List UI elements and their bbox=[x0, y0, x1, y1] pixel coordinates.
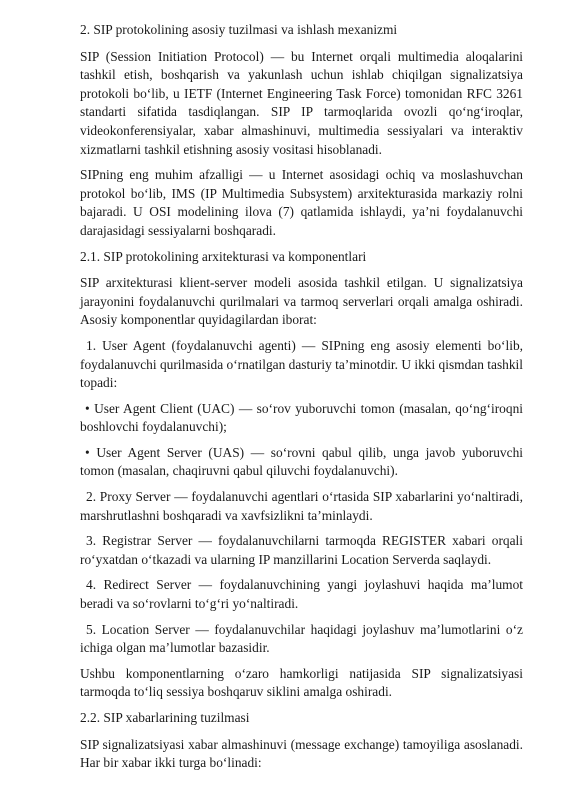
component-redirect-server: 4. Redirect Server — foydalanuvchining yangi joylashuvi haqida ma’lumot beradi va so‘rovlarni to‘g‘ri yo‘naltiradi. bbox=[80, 577, 523, 612]
intro-paragraph-1: SIP (Session Initiation Protocol) — bu Internet orqali multimedia aloqalarini tashkil etish, boshqarish va yakunlash uchun ishlab chiqilgan signalizatsiya protokoli bo‘lib, u IETF (Internet Engineering Task Force) tomonidan RFC 3261 standarti sifatida tasdiqlangan. SIP IP tarmoqlarida ovozli qo‘ng‘iroqlar, videokonferensiyalar, xabar almashinuvi, multimedia sessiyalari va interaktiv xizmatlarni tashkil etishning asosiy vositasi hisoblanadi. bbox=[80, 48, 523, 157]
section-heading-2-1: 2.1. SIP protokolining arxitekturasi va komponentlari bbox=[80, 248, 367, 264]
intro-paragraph-2: SIPning eng muhim afzalligi — u Internet asosidagi ochiq va moslashuvchan protokol bo‘lib, IMS (IP Multimedia Subsystem) arxitekturasida markaziy rolni bajaradi. U OSI modelining ilova (7) qatlamida ishlaydi, ya’ni foydalanuvchi darajasidagi sessiyalarni boshqaradi. bbox=[80, 167, 523, 238]
section-heading-2-2: 2.2. SIP xabarlarining tuzilmasi bbox=[80, 710, 250, 725]
bullet-uac: • User Agent Client (UAC) — so‘rov yuboruvchi tomon (masalan, qo‘ng‘iroqni boshlovchi foydalanuvchi); bbox=[80, 400, 523, 435]
component-registrar-server: 3. Registrar Server — foydalanuvchilarni tarmoqda REGISTER xabari orqali ro‘yxatdan o‘tkazadi va ularning IP manzillarini Location Serverda saqlaydi. bbox=[80, 533, 523, 567]
component-location-server: 5. Location Server — foydalanuvchilar haqidagi joylashuv ma’lumotlarini o‘z ichiga olgan ma’lumotlar bazasidir. bbox=[80, 621, 523, 656]
bullet-uas: • User Agent Server (UAS) — so‘rovni qabul qilib, unga javob yuboruvchi tomon (masalan, chaqiruvni qabul qiluvchi foydalanuvchi). bbox=[80, 444, 523, 479]
section-heading-2: 2. SIP protokolining asosiy tuzilmasi va ishlash mexanizmi bbox=[80, 22, 398, 37]
component-user-agent: 1. User Agent (foydalanuvchi agenti) — SIPning eng asosiy elementi bo‘lib, foydalanuvchi qurilmasida o‘rnatilgan dasturiy ta’minotdir. U ikki qismdan tashkil topadi: bbox=[80, 337, 523, 391]
messages-paragraph: SIP signalizatsiyasi xabar almashinuvi (message exchange) tamoyiliga asoslanadi. Har bir xabar ikki turga bo‘linadi: bbox=[80, 736, 523, 771]
architecture-paragraph: SIP arxitekturasi klient-server modeli asosida tashkil etilgan. U signalizatsiya jarayonini foydalanuvchi qurilmalari va tarmoq serverlari orqali amalga oshiradi. Asosiy komponentlar quyidagilardan iborat: bbox=[80, 275, 523, 328]
summary-paragraph: Ushbu komponentlarning o‘zaro hamkorligi natijasida SIP signalizatsiyasi tarmoqda to‘liq sessiya boshqaruv siklini amalga oshiradi. bbox=[80, 665, 523, 700]
component-proxy-server: 2. Proxy Server — foydalanuvchi agentlari o‘rtasida SIP xabarlarini yo‘naltiradi, marshrutlashni boshqaradi va xavfsizlikni ta’minlaydi. bbox=[80, 489, 523, 523]
